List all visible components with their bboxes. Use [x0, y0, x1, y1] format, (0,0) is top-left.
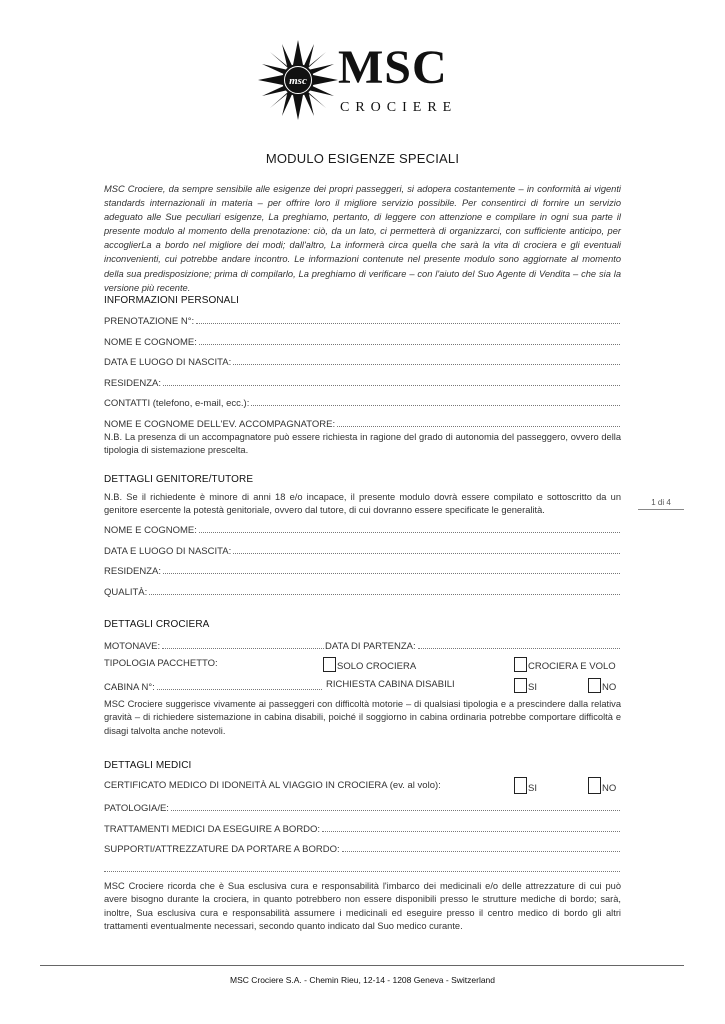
input-line[interactable] — [233, 364, 620, 365]
input-line[interactable] — [418, 648, 620, 649]
option-label: CROCIERA E VOLO — [528, 661, 616, 672]
option-certificate-yes[interactable] — [514, 777, 537, 794]
field-companion-name[interactable] — [104, 416, 620, 430]
field-label: DATA DI PARTENZA: — [325, 641, 416, 652]
footer-address: MSC Crociere S.A. - Chemin Rieu, 12-14 - 1208 Geneva - Switzerland — [229, 975, 496, 985]
checkbox-cruise-only[interactable] — [323, 657, 336, 672]
section-heading-cruise: DETTAGLI CROCIERA — [104, 619, 210, 630]
input-line[interactable] — [149, 594, 620, 595]
option-cruise-flight[interactable] — [514, 657, 616, 672]
compass-rose-icon — [258, 40, 338, 120]
medical-note: MSC Crociere ricorda che è Sua esclusiva cura e responsabilità l'imbarco dei medicinali e/o delle attrezzature di cui può avere bisogno durante la crociera, in quanto potrebbero non essere disponibili presso le strutture mediche di bordo; sarà, inoltre, Sua esclusiva cura e responsabilità assumere i medicinali ed eseguire presso il centro medico di bordo gli altri trattamenti eventualmente necessari, secondo quanto indicato dal Suo medico curante. — [104, 881, 621, 932]
field-label: PRENOTAZIONE N°: — [104, 316, 195, 327]
field-label: QUALITÀ: — [104, 587, 148, 598]
cruise-note: MSC Crociere suggerisce vivamente ai passeggeri con difficoltà motorie – di qualsiasi tipologia e a prescindere dalla relativa gravità – di richiedere sistemazione in cabina disabili, poiché il soggiorno in cabina ordinaria potrebbe comportare difficoltà e disagi talvolta anche notevoli. — [104, 699, 621, 736]
input-line[interactable] — [196, 323, 620, 324]
option-label: SI — [528, 682, 537, 693]
field-label: RESIDENZA: — [104, 378, 162, 389]
field-label: DATA E LUOGO DI NASCITA: — [104, 357, 232, 368]
option-disabled-cabin-no[interactable] — [588, 678, 616, 693]
field-booking-number[interactable] — [104, 313, 620, 327]
section-heading-medical: DETTAGLI MEDICI — [104, 760, 192, 771]
input-line[interactable] — [251, 405, 620, 406]
input-line[interactable] — [163, 573, 620, 574]
field-label: TRATTAMENTI MEDICI DA ESEGUIRE A BORDO: — [104, 824, 321, 835]
field-guardian-name[interactable] — [104, 522, 620, 536]
field-treatments[interactable] — [104, 821, 620, 835]
package-type-label: TIPOLOGIA PACCHETTO: — [104, 658, 218, 669]
field-departure-date[interactable] — [325, 638, 620, 652]
option-label: NO — [602, 682, 617, 693]
section-heading-personal: INFORMAZIONI PERSONALI — [104, 295, 239, 306]
field-guardian-residence[interactable] — [104, 563, 620, 577]
option-certificate-no[interactable] — [588, 777, 616, 794]
page-indicator: 1 di 4 — [638, 498, 684, 510]
logo-wordmark: MSC — [338, 41, 448, 94]
input-line[interactable] — [157, 689, 322, 690]
option-disabled-cabin-yes[interactable] — [514, 678, 537, 693]
field-label: NOME E COGNOME: — [104, 525, 197, 536]
logo-emblem-text: msc — [289, 75, 307, 87]
field-label: CONTATTI (telefono, e-mail, ecc.): — [104, 398, 250, 409]
input-line[interactable] — [162, 648, 324, 649]
field-contacts[interactable] — [104, 395, 620, 409]
field-ship[interactable] — [104, 638, 324, 652]
guardian-note: N.B. Se il richiedente è minore di anni 18 e/o incapace, il presente modulo dovrà essere compilato e sottoscritto da un genitore esercente la potestà genitoriale, ovvero dal tutore, di cui dovranno essere specificate le generalità. — [104, 492, 621, 516]
field-extra-line[interactable] — [104, 861, 620, 875]
input-line[interactable] — [233, 553, 620, 554]
field-cabin-number[interactable] — [104, 679, 322, 693]
msc-crociere-logo — [258, 40, 468, 120]
input-line[interactable] — [171, 810, 620, 811]
field-label: RESIDENZA: — [104, 566, 162, 577]
field-label: CABINA N°: — [104, 682, 155, 693]
field-guardian-quality[interactable] — [104, 584, 620, 598]
option-label: SI — [528, 783, 537, 794]
checkbox-certificate-yes[interactable] — [514, 777, 527, 794]
input-line[interactable] — [199, 344, 620, 345]
checkbox-disabled-yes[interactable] — [514, 678, 527, 693]
field-pathologies[interactable] — [104, 800, 620, 814]
input-line[interactable] — [322, 831, 620, 832]
field-label: MOTONAVE: — [104, 641, 161, 652]
option-cruise-only[interactable] — [323, 657, 416, 672]
field-label: SUPPORTI/ATTREZZATURE DA PORTARE A BORDO: — [104, 844, 340, 855]
checkbox-certificate-no[interactable] — [588, 777, 601, 794]
section-heading-guardian: DETTAGLI GENITORE/TUTORE — [104, 474, 254, 485]
field-label: NOME E COGNOME DELL'EV. ACCOMPAGNATORE: — [104, 419, 336, 430]
medical-certificate-label: CERTIFICATO MEDICO DI IDONEITÀ AL VIAGGIO IN CROCIERA (ev. al volo): — [104, 780, 441, 791]
intro-paragraph: MSC Crociere, da sempre sensibile alle esigenze dei propri passeggeri, si adopera costantemente – in conformità ai vigenti standards internazionali in materia – per offrire loro il migliore servizio possibile. Per consentirci di fornire un servizio adeguato alle Sue peculiari esigenze, La preghiamo, pertanto, di leggere con attenzione e compilare in ogni sua parte il presente modulo al momento della prenotazione: ciò, da un lato, ci permetterà di organizzarci, con sufficiente anticipo, per accoglierLa a bordo nel migliore dei modi; dall'altro, La informerà circa quella che sarà la vita di crociera e gli eventuali inconvenienti, cui potrebbe andare incontro. Le informazioni contenute nel presente modulo sono aggiornate al momento della sua predisposizione; prima di compilarlo, La preghiamo di verificare – con l'aiuto del Suo Agente di Vendita – che sia la versione più recente. — [104, 184, 621, 293]
logo-subtitle: CROCIERE — [340, 100, 458, 115]
page-title: MODULO ESIGENZE SPECIALI — [265, 151, 460, 166]
field-equipment[interactable] — [104, 841, 620, 855]
field-full-name[interactable] — [104, 334, 620, 348]
checkbox-disabled-no[interactable] — [588, 678, 601, 693]
input-line[interactable] — [104, 871, 620, 872]
field-guardian-birth[interactable] — [104, 543, 620, 557]
field-label: DATA E LUOGO DI NASCITA: — [104, 546, 232, 557]
input-line[interactable] — [342, 851, 620, 852]
field-birth-date-place[interactable] — [104, 354, 620, 368]
disabled-cabin-label: RICHIESTA CABINA DISABILI — [326, 679, 455, 690]
footer-divider — [40, 965, 684, 966]
input-line[interactable] — [337, 426, 620, 427]
input-line[interactable] — [163, 385, 620, 386]
input-line[interactable] — [199, 532, 620, 533]
option-label: NO — [602, 783, 617, 794]
field-residence[interactable] — [104, 375, 620, 389]
companion-note: N.B. La presenza di un accompagnatore può essere richiesta in ragione del grado di autonomia del passeggero, ovvero della tipologia di sistemazione prescelta. — [104, 432, 621, 456]
option-label: SOLO CROCIERA — [337, 661, 417, 672]
checkbox-cruise-flight[interactable] — [514, 657, 527, 672]
field-label: NOME E COGNOME: — [104, 337, 197, 348]
field-label: PATOLOGIA/E: — [104, 803, 169, 814]
